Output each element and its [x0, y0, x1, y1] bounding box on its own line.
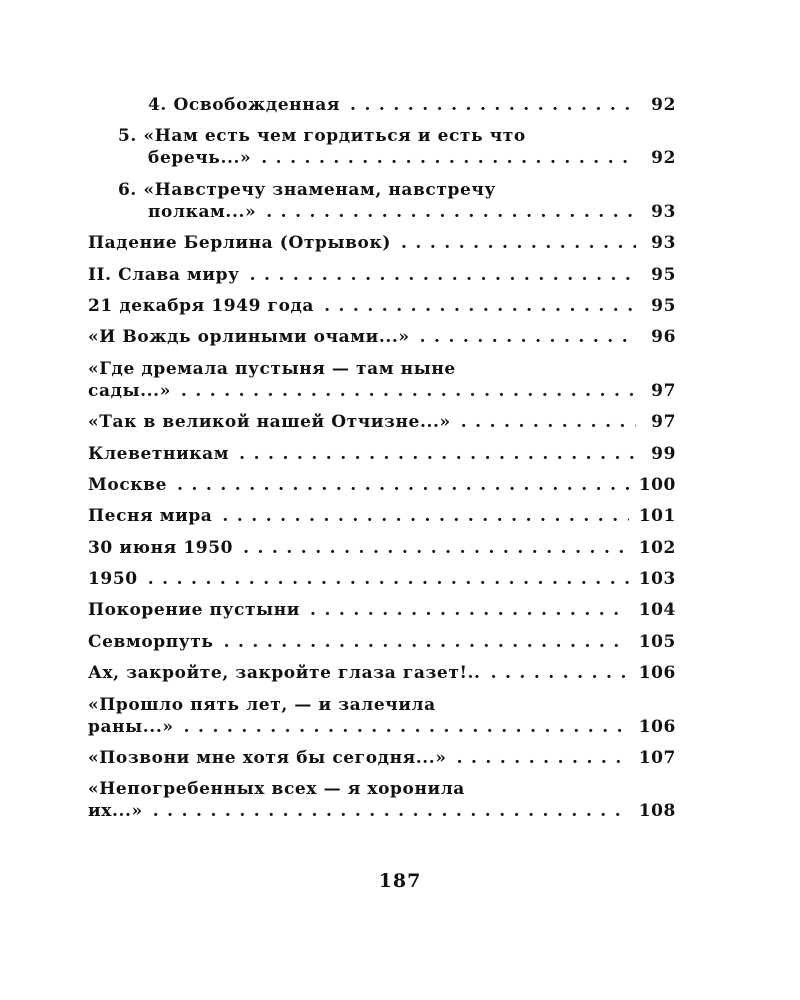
toc-entry-title: II. Слава миру [88, 264, 240, 285]
toc-entry-page: 97 [651, 412, 676, 433]
toc-entry [88, 631, 676, 653]
dot-leader [266, 201, 636, 223]
toc-entry-first-line: 5. «Нам есть чем гордиться и есть что [118, 126, 526, 147]
toc-entry-title: Москве [88, 474, 168, 495]
dot-leader [401, 232, 636, 254]
toc-row [148, 94, 676, 116]
toc-row [88, 232, 676, 254]
toc-entry-title: Севморпуть [88, 631, 214, 652]
toc-entry-title: полкам...» [148, 201, 257, 222]
toc-entry [88, 94, 676, 116]
dot-leader [181, 380, 636, 402]
toc-entry [88, 232, 676, 254]
toc-row [88, 662, 676, 684]
page-number: 187 [378, 870, 422, 892]
toc-entry-page: 107 [638, 748, 676, 769]
toc-entry [88, 662, 676, 684]
toc-entry [88, 264, 676, 286]
toc-entry [88, 443, 676, 465]
toc-entry [88, 125, 676, 169]
toc-entry-title: Клеветникам [88, 443, 230, 464]
toc-entry-title: Падение Берлина (Отрывок) [88, 233, 391, 254]
dot-leader [324, 295, 636, 317]
dot-leader [153, 800, 629, 822]
toc-row [88, 631, 676, 653]
toc-entry-page: 97 [651, 380, 676, 401]
toc-row [88, 326, 676, 348]
toc-row [88, 599, 676, 621]
toc-entry-page: 108 [638, 801, 676, 822]
toc-entry [88, 537, 676, 559]
toc-entry [88, 474, 676, 496]
toc-entry-title: Ах, закройте, закройте глаза газет!.. [88, 663, 481, 684]
toc-row [88, 716, 676, 738]
dot-leader [222, 505, 628, 527]
toc-entry [88, 747, 676, 769]
toc-entry-title: раны...» [88, 716, 174, 737]
toc-entry-page: 93 [651, 201, 676, 222]
toc-entry-title: сады...» [88, 380, 171, 401]
toc-entry-first-line: «Прошло пять лет, — и залечила [88, 694, 436, 715]
toc-row [88, 380, 676, 402]
toc-entry-title: «И Вождь орлиными очами...» [88, 327, 410, 348]
toc-entry-title: 21 декабря 1949 года [88, 295, 315, 316]
dot-leader [243, 537, 629, 559]
toc-entry-page: 95 [651, 264, 676, 285]
toc-row [88, 443, 676, 465]
toc-row [88, 568, 676, 590]
toc-row [88, 264, 676, 286]
toc-entry-page: 101 [638, 506, 676, 527]
dot-leader [224, 631, 629, 653]
dot-leader [491, 662, 629, 684]
toc-entry-page: 95 [651, 295, 676, 316]
dot-leader [310, 599, 629, 621]
toc-entry-first-line: «Где дремала пустыня — там ныне [88, 358, 456, 379]
toc-entry-first-line: «Непогребенных всех — я хоронила [88, 779, 465, 800]
toc-entry [88, 179, 676, 223]
toc-entry-page: 100 [638, 474, 676, 495]
toc-entry-first-line: 6. «Навстречу знаменам, навстречу [118, 179, 496, 200]
toc-entry-title: 30 июня 1950 [88, 537, 234, 558]
toc-entry [88, 411, 676, 433]
toc-entry-page: 104 [638, 600, 676, 621]
toc-entry [88, 778, 676, 822]
toc-entry-page: 102 [638, 537, 676, 558]
toc-entry-title: «Так в великой нашей Отчизне...» [88, 412, 451, 433]
toc-row [148, 147, 676, 169]
toc-entry [88, 505, 676, 527]
dot-leader [239, 443, 636, 465]
toc-entry-title: Песня мира [88, 506, 213, 527]
toc-row [88, 537, 676, 559]
toc-row [148, 201, 676, 223]
dot-leader [420, 326, 636, 348]
toc-row [88, 505, 676, 527]
toc-entry-title: 1950 [88, 569, 138, 590]
toc-entry-page: 96 [651, 327, 676, 348]
toc-entry-title: 4. Освобожденная [148, 95, 341, 115]
dot-leader [184, 716, 629, 738]
toc-entry-page: 105 [638, 631, 676, 652]
toc-entry-page: 92 [651, 95, 676, 115]
dot-leader [457, 747, 629, 769]
dot-leader [350, 94, 636, 116]
toc-entry [88, 358, 676, 402]
toc-entry-page: 93 [651, 233, 676, 254]
toc-entry-page: 106 [638, 663, 676, 684]
table-of-contents [88, 94, 676, 832]
toc-entry-page: 92 [651, 148, 676, 169]
dot-leader [261, 147, 636, 169]
toc-row [88, 747, 676, 769]
toc-entry [88, 326, 676, 348]
dot-leader [461, 411, 636, 433]
toc-entry [88, 694, 676, 738]
toc-entry-page: 99 [651, 443, 676, 464]
dot-leader [177, 474, 629, 496]
toc-entry [88, 599, 676, 621]
toc-entry-title: «Позвони мне хотя бы сегодня...» [88, 748, 447, 769]
toc-entry-title: их...» [88, 801, 143, 822]
dot-leader [250, 264, 636, 286]
toc-entry-title: Покорение пустыни [88, 600, 301, 621]
toc-row [88, 800, 676, 822]
toc-entry [88, 295, 676, 317]
toc-entry-page: 103 [638, 569, 676, 590]
toc-entry [88, 568, 676, 590]
toc-row [88, 411, 676, 433]
toc-row [88, 474, 676, 496]
toc-entry-page: 106 [638, 716, 676, 737]
toc-row [88, 295, 676, 317]
dot-leader [148, 568, 629, 590]
toc-entry-title: беречь...» [148, 148, 252, 169]
